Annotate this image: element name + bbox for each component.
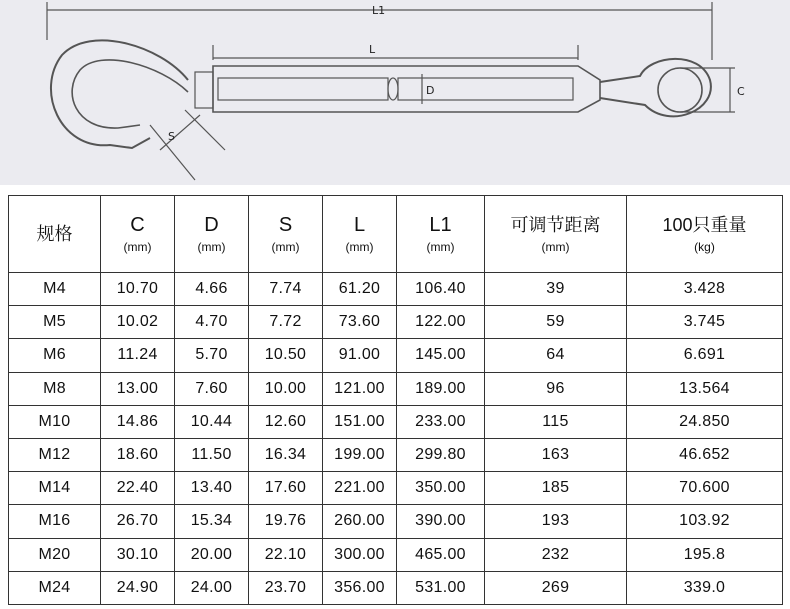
label-l1: L1 [372, 4, 386, 17]
cell-l: 121.00 [323, 372, 397, 405]
cell-c: 26.70 [101, 505, 175, 538]
table-row [9, 438, 783, 471]
cell-weight: 103.92 [627, 505, 783, 538]
turnbuckle-body [213, 66, 600, 112]
cell-spec: M24 [9, 571, 101, 604]
header-label: L [353, 214, 366, 236]
header-cell-l [323, 196, 397, 273]
cell-s: 22.10 [249, 538, 323, 571]
cell-l: 300.00 [323, 538, 397, 571]
cell-l: 73.60 [323, 306, 397, 339]
header-unit: (mm) [541, 240, 570, 254]
header-cell-c [101, 196, 175, 273]
body-window-left [218, 78, 388, 100]
cell-s: 23.70 [249, 571, 323, 604]
cell-s: 16.34 [249, 438, 323, 471]
header-label: L1 [429, 214, 452, 236]
cell-d: 11.50 [175, 438, 249, 471]
hook-inner [72, 60, 188, 128]
table-row [9, 372, 783, 405]
cell-l: 356.00 [323, 571, 397, 604]
cell-weight: 70.600 [627, 472, 783, 505]
cell-l: 151.00 [323, 405, 397, 438]
cell-adjust-distance: 59 [485, 306, 627, 339]
label-l: L [369, 43, 376, 56]
table-row [9, 405, 783, 438]
s-dimension-line [160, 115, 200, 150]
cell-d: 20.00 [175, 538, 249, 571]
header-cell-l1 [397, 196, 485, 273]
cell-s: 19.76 [249, 505, 323, 538]
turnbuckle-drawing [0, 0, 790, 185]
cell-spec: M20 [9, 538, 101, 571]
header-label: 规格 [36, 224, 73, 244]
cell-spec: M8 [9, 372, 101, 405]
cell-weight: 13.564 [627, 372, 783, 405]
table-row [9, 505, 783, 538]
label-c: C [737, 85, 745, 98]
cell-d: 10.44 [175, 405, 249, 438]
cell-spec: M6 [9, 339, 101, 372]
cell-c: 14.86 [101, 405, 175, 438]
cell-l1: 233.00 [397, 405, 485, 438]
label-s: S [168, 130, 175, 143]
cell-spec: M12 [9, 438, 101, 471]
eye-hole [658, 68, 702, 112]
cell-adjust-distance: 269 [485, 571, 627, 604]
header-unit: (mm) [426, 240, 455, 254]
cell-adjust-distance: 163 [485, 438, 627, 471]
cell-adjust-distance: 96 [485, 372, 627, 405]
cell-l1: 106.40 [397, 273, 485, 306]
cell-c: 11.24 [101, 339, 175, 372]
table-body [9, 273, 783, 605]
turnbuckle-diagram [0, 0, 790, 185]
header-unit: (mm) [197, 240, 226, 254]
cell-d: 13.40 [175, 472, 249, 505]
cell-c: 13.00 [101, 372, 175, 405]
header-cell-adjust-distance [485, 196, 627, 273]
cell-spec: M16 [9, 505, 101, 538]
cell-l1: 145.00 [397, 339, 485, 372]
cell-weight: 339.0 [627, 571, 783, 604]
cell-l1: 531.00 [397, 571, 485, 604]
cell-weight: 6.691 [627, 339, 783, 372]
cell-spec: M5 [9, 306, 101, 339]
cell-l1: 122.00 [397, 306, 485, 339]
header-row [9, 196, 783, 273]
cell-s: 17.60 [249, 472, 323, 505]
cell-s: 10.50 [249, 339, 323, 372]
header-cell-d [175, 196, 249, 273]
cell-weight: 3.428 [627, 273, 783, 306]
cell-d: 24.00 [175, 571, 249, 604]
label-d: D [426, 84, 435, 97]
cell-d: 15.34 [175, 505, 249, 538]
cell-l: 260.00 [323, 505, 397, 538]
header-unit: (mm) [345, 240, 374, 254]
header-unit: (mm) [271, 240, 300, 254]
cell-l: 61.20 [323, 273, 397, 306]
table-row [9, 273, 783, 306]
cell-d: 7.60 [175, 372, 249, 405]
cell-l1: 465.00 [397, 538, 485, 571]
cell-adjust-distance: 232 [485, 538, 627, 571]
hook-nut [195, 72, 213, 108]
table-row [9, 472, 783, 505]
header-label: 可调节距离 [510, 215, 601, 235]
cell-d: 5.70 [175, 339, 249, 372]
cell-l1: 189.00 [397, 372, 485, 405]
header-cell-spec [9, 196, 101, 273]
cell-c: 10.70 [101, 273, 175, 306]
cell-weight: 46.652 [627, 438, 783, 471]
s-extension-2 [185, 110, 225, 150]
cell-l1: 350.00 [397, 472, 485, 505]
cell-s: 10.00 [249, 372, 323, 405]
cell-l1: 299.80 [397, 438, 485, 471]
cell-d: 4.70 [175, 306, 249, 339]
table-row [9, 571, 783, 604]
body-center-ring [388, 78, 398, 100]
cell-adjust-distance: 39 [485, 273, 627, 306]
cell-l: 199.00 [323, 438, 397, 471]
cell-weight: 24.850 [627, 405, 783, 438]
cell-spec: M14 [9, 472, 101, 505]
cell-s: 7.72 [249, 306, 323, 339]
cell-spec: M10 [9, 405, 101, 438]
cell-adjust-distance: 115 [485, 405, 627, 438]
table-row [9, 538, 783, 571]
cell-c: 22.40 [101, 472, 175, 505]
header-label: C [130, 214, 145, 236]
cell-weight: 195.8 [627, 538, 783, 571]
cell-l: 221.00 [323, 472, 397, 505]
cell-adjust-distance: 64 [485, 339, 627, 372]
header-cell-s [249, 196, 323, 273]
header-label: D [204, 214, 219, 236]
cell-l: 91.00 [323, 339, 397, 372]
cell-s: 7.74 [249, 273, 323, 306]
header-unit: (mm) [123, 240, 152, 254]
cell-s: 12.60 [249, 405, 323, 438]
table-row [9, 306, 783, 339]
header-label: S [278, 214, 293, 236]
spec-table [8, 195, 783, 605]
cell-c: 24.90 [101, 571, 175, 604]
cell-l1: 390.00 [397, 505, 485, 538]
cell-adjust-distance: 193 [485, 505, 627, 538]
cell-c: 30.10 [101, 538, 175, 571]
cell-d: 4.66 [175, 273, 249, 306]
cell-spec: M4 [9, 273, 101, 306]
header-unit: (kg) [694, 240, 715, 254]
cell-c: 18.60 [101, 438, 175, 471]
header-label: 100只重量 [662, 215, 747, 235]
table-row [9, 339, 783, 372]
cell-c: 10.02 [101, 306, 175, 339]
cell-weight: 3.745 [627, 306, 783, 339]
header-cell-weight [627, 196, 783, 273]
body-window-right [398, 78, 573, 100]
cell-adjust-distance: 185 [485, 472, 627, 505]
